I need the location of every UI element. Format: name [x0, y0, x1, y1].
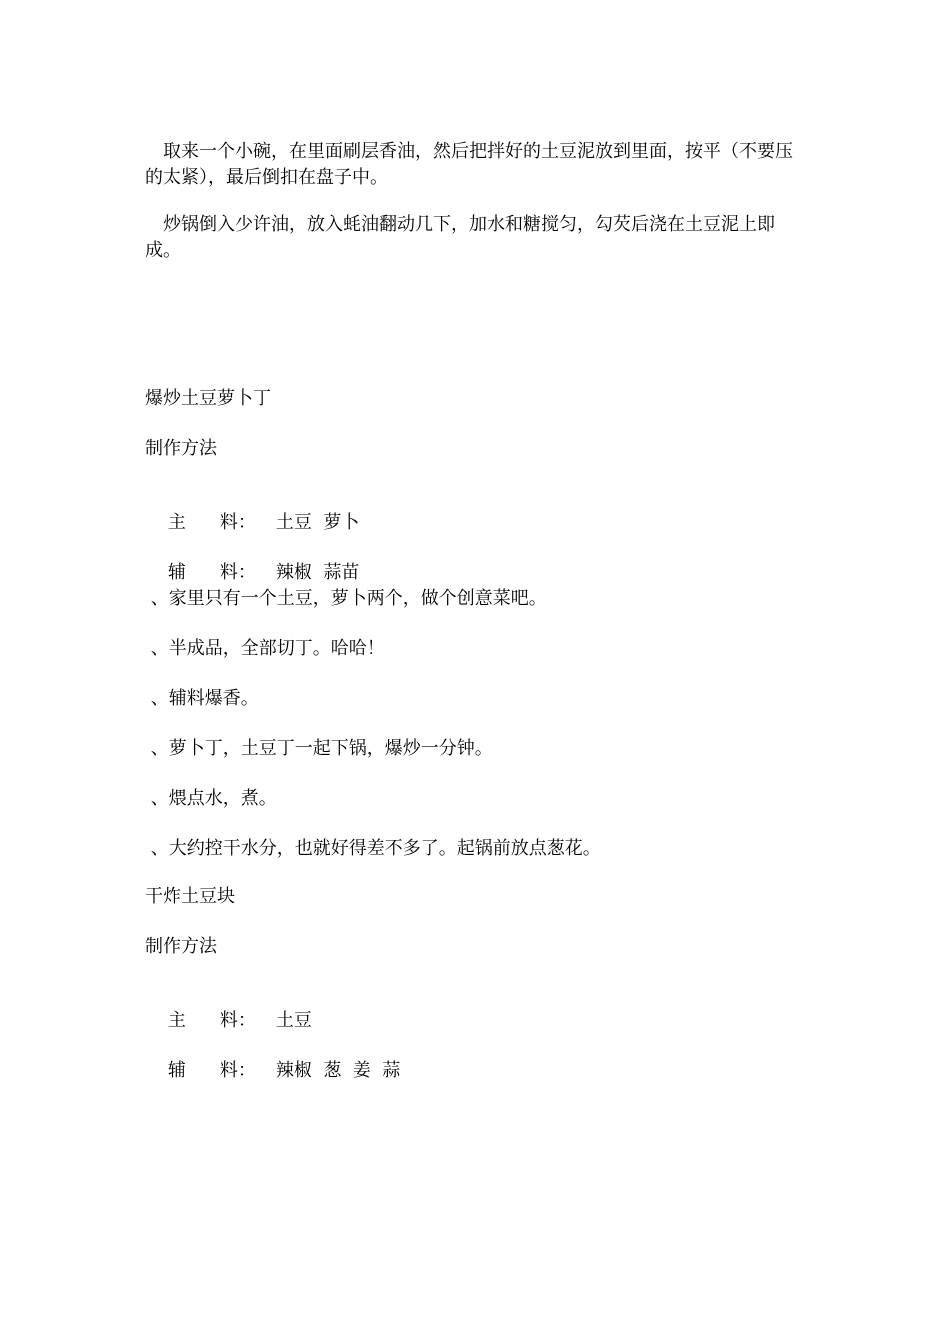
aux-items: 辣椒 葱 姜 蒜 [275, 1060, 401, 1081]
recipe1-step: 、家里只有一个土豆，萝卜两个，做个创意菜吧。 [145, 588, 547, 609]
main-items: 土豆 萝卜 [275, 512, 360, 533]
main-label-char2: 料： [219, 1010, 256, 1031]
recipe2-title: 干炸土豆块 [145, 886, 235, 907]
paragraph-bowl: 取来一个小碗，在里面刷层香油，然后把拌好的土豆泥放到里面，按平（不要压的太紧），最后倒扣在盘子中。 [145, 141, 793, 188]
recipe1-method-heading: 制作方法 [145, 438, 217, 459]
recipe1-step: 、大约控干水分，也就好得差不多了。起锅前放点葱花。 [145, 838, 601, 859]
main-items: 土豆 [275, 1010, 312, 1031]
recipe2-aux-ingredients [145, 1035, 400, 1107]
document-page [145, 0, 810, 1344]
main-label-char2: 料： [219, 512, 256, 533]
main-label-char1: 主 [167, 512, 186, 533]
aux-label-char2: 料： [219, 1060, 256, 1081]
aux-label-char1: 辅 [167, 1060, 186, 1081]
recipe1-title: 爆炒土豆萝卜丁 [145, 388, 271, 409]
main-label-char1: 主 [167, 1010, 186, 1031]
recipe1-step: 、萝卜丁，土豆丁一起下锅，爆炒一分钟。 [145, 738, 493, 759]
recipe1-step: 、辅料爆香。 [145, 688, 259, 709]
aux-label-char1: 辅 [167, 562, 186, 583]
recipe1-step: 、半成品，全部切丁。哈哈！ [145, 638, 385, 659]
paragraph-sauce: 炒锅倒入少许油，放入蚝油翻动几下，加水和糖搅匀，勾芡后浇在土豆泥上即成。 [145, 214, 775, 261]
aux-items: 辣椒 蒜苗 [275, 562, 360, 583]
recipe1-step: 、煨点水，煮。 [145, 788, 277, 809]
recipe2-method-heading: 制作方法 [145, 936, 217, 957]
aux-label-char2: 料： [219, 562, 256, 583]
